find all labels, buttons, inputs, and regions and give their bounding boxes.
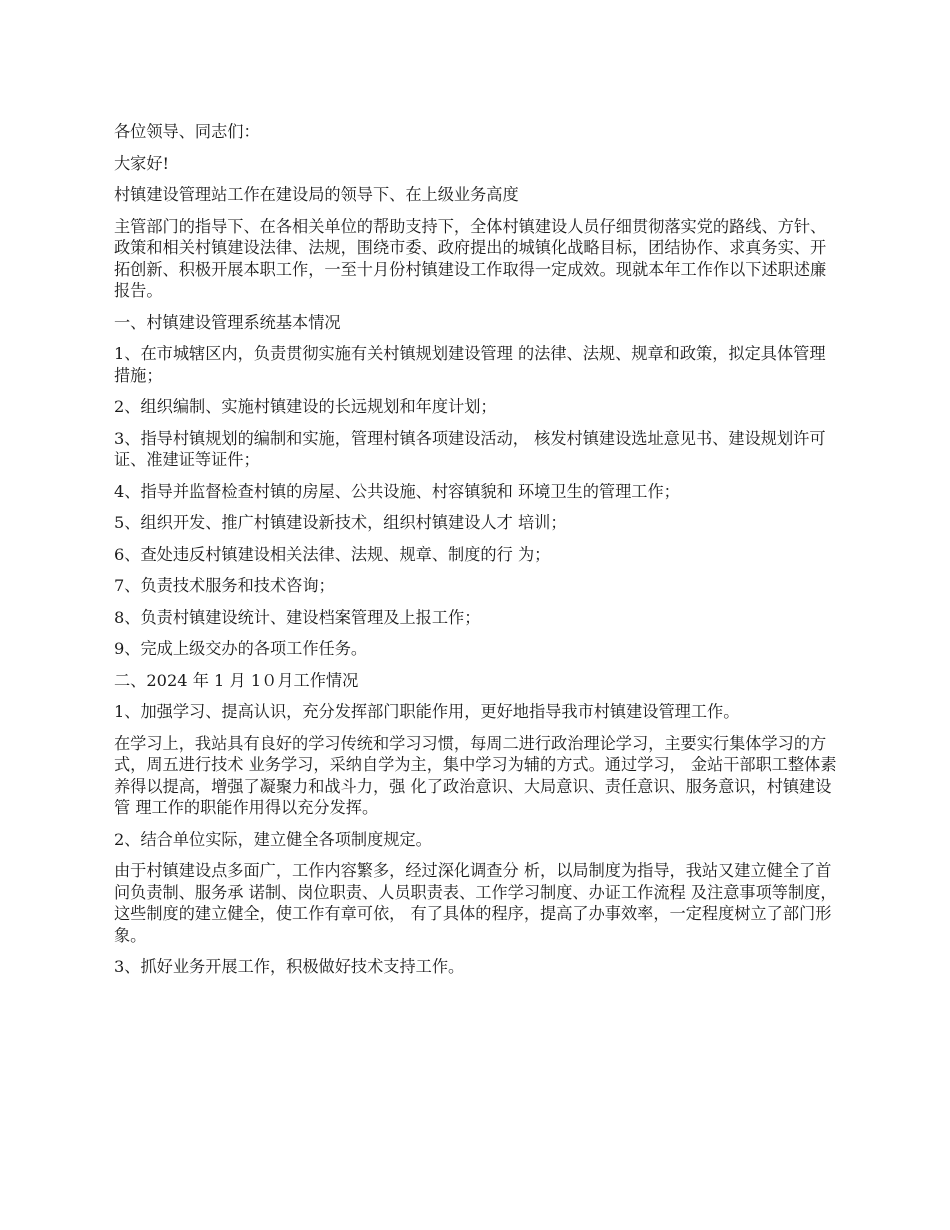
document-page [114,121,840,988]
salutation: 各位领导、同志们： [114,122,260,141]
list-item-2: 2、组织编制、实施村镇建设的长远规划和年度计划； [114,397,497,416]
list-item-3: 3、指导村镇规划的编制和实施，管理村镇各项建设活动， 核发村镇建设选址意见书、建设规划许可证、准建证等证件； [114,428,826,469]
list-item-6: 6、查处违反村镇建设相关法律、法规、规章、制度的行 为； [114,544,551,564]
subheading-3: 3、抓好业务开展工作，积极做好技术支持工作。 [114,957,465,976]
body-paragraph-study: 在学习上，我站具有良好的学习传统和学习习惯，每周二进行政治理论学习，主要实行集体学习的方式，周五进行技术 业务学习，采纳自学为主，集中学习为辅的方式。通过学习， 金站干部职工整体素养得以提高，增强了凝聚力和战斗力，强 化了政治意识、大局意识、责任意识、服务意识，村镇建设管 理工作的职能作用得以充分发挥。 [114,733,837,817]
section-heading-1: 一、村镇建设管理系统基本情况 [114,312,341,332]
list-item-5: 5、组织开发、推广村镇建设新技术，组织村镇建设人才 培训； [114,513,567,532]
greeting: 大家好! [114,153,170,173]
list-item-4: 4、指导并监督检查村镇的房屋、公共设施、村容镇貌和 环境卫生的管理工作； [114,481,680,501]
subheading-1: 1、加强学习、提高认识，充分发挥部门职能作用，更好地指导我市村镇建设管理工作。 [114,702,740,721]
section-heading-2: 二、2024 年 1 月 1０月工作情况 [114,670,359,690]
list-item-1: 1、在市城辖区内，负责贯彻实施有关村镇规划建设管理 的法律、法规、规章和政策，拟定具体管理措施； [114,344,826,385]
intro-paragraph: 主管部门的指导下、在各相关单位的帮助支持下，全体村镇建设人员仔细贯彻落实党的路线、方针、政策和相关村镇建设法律、法规，围绕市委、政府提出的城镇化战略目标，团结协作、求真务实、开拓创新、积极开展本职工作，一至十月份村镇建设工作取得一定成效。现就本年工作作以下述职述廉报告。 [114,216,827,300]
list-item-7: 7、负责技术服务和技术咨询； [114,576,335,595]
list-item-9: 9、完成上级交办的各项工作任务。 [114,639,368,658]
intro-line: 村镇建设管理站工作在建设局的领导下、在上级业务高度 [114,185,519,204]
list-item-8: 8、负责村镇建设统计、建设档案管理及上报工作； [114,607,481,627]
subheading-2: 2、结合单位实际，建立健全各项制度规定。 [114,829,432,849]
body-paragraph-rules: 由于村镇建设点多面广，工作内容繁多，经过深化调查分 析，以局制度为指导，我站又建立健全了首问负责制、服务承 诺制、岗位职责、人员职责表、工作学习制度、办证工作流程 及注意事项等制度，这些制度的建立健全，使工作有章可依， 有了具体的程序，提高了办事效率，一定程度树立了部门形象。 [114,861,837,945]
